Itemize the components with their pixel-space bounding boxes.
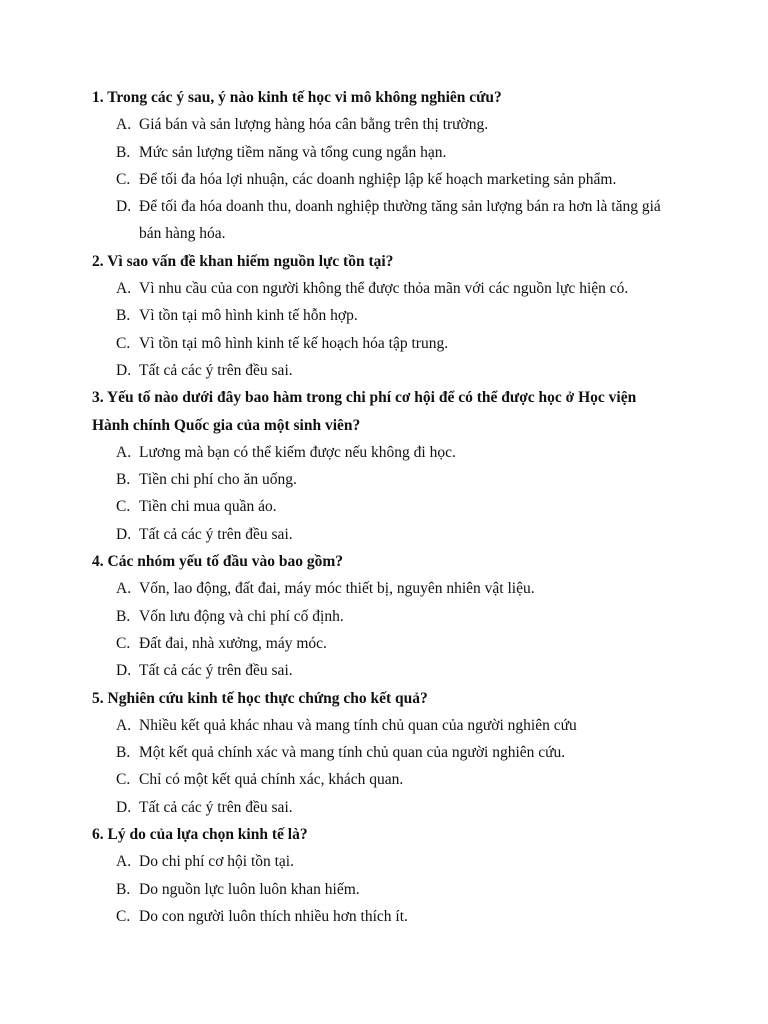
option-text: Tất cả các ý trên đều sai. xyxy=(139,798,293,816)
question-stem: 2. Vì sao vấn đề khan hiếm nguồn lực tồn tại? xyxy=(92,252,394,270)
option-letter: C. xyxy=(116,498,131,516)
option-text: Do nguồn lực luôn luôn khan hiếm. xyxy=(139,880,360,898)
option-letter: C. xyxy=(116,170,131,188)
answer-option-c xyxy=(116,630,676,657)
answer-option-d xyxy=(116,521,676,548)
option-text: Vì tồn tại mô hình kinh tế hỗn hợp. xyxy=(139,307,358,325)
answer-option-a xyxy=(116,275,676,302)
option-letter: B. xyxy=(116,471,131,489)
option-text: Tất cả các ý trên đều sai. xyxy=(139,525,293,543)
answer-option-b xyxy=(116,302,676,329)
question-3 xyxy=(0,384,768,548)
question-stem: 3. Yếu tố nào dưới đây bao hàm trong chi phí cơ hội để có thể được học ở Học viện Hành chính Quốc gia của một sinh viên? xyxy=(92,389,637,434)
answer-option-d xyxy=(116,193,676,248)
option-letter: A. xyxy=(116,116,132,134)
option-text: Chỉ có một kết quả chính xác, khách quan. xyxy=(139,771,404,789)
option-letter: B. xyxy=(116,744,131,762)
answer-option-b xyxy=(116,466,676,493)
option-letter: A. xyxy=(116,853,132,871)
answer-option-d xyxy=(116,794,676,821)
question-stem: 6. Lý do của lựa chọn kinh tế là? xyxy=(92,826,308,844)
option-letter: D. xyxy=(116,361,132,379)
option-text: Để tối đa hóa doanh thu, doanh nghiệp thường tăng sản lượng bán ra hơn là tăng giá bán hàng hóa. xyxy=(139,198,661,243)
answer-option-a xyxy=(116,111,676,138)
option-text: Vốn lưu động và chi phí cố định. xyxy=(139,607,344,625)
option-letter: A. xyxy=(116,280,132,298)
answer-option-a xyxy=(116,848,676,875)
answer-option-d xyxy=(116,657,676,684)
option-letter: C. xyxy=(116,771,131,789)
question-1 xyxy=(0,84,768,248)
answer-option-b xyxy=(116,876,676,903)
question-stem: 4. Các nhóm yếu tố đầu vào bao gồm? xyxy=(92,553,344,571)
option-letter: B. xyxy=(116,607,131,625)
option-text: Vì tồn tại mô hình kinh tế kế hoạch hóa tập trung. xyxy=(139,334,449,352)
option-text: Đất đai, nhà xưởng, máy móc. xyxy=(139,634,327,652)
option-letter: C. xyxy=(116,907,131,925)
answer-option-c xyxy=(116,493,676,520)
option-letter: A. xyxy=(116,443,132,461)
question-4 xyxy=(0,548,768,684)
option-letter: B. xyxy=(116,880,131,898)
option-text: Tất cả các ý trên đều sai. xyxy=(139,662,293,680)
option-text: Do chi phí cơ hội tồn tại. xyxy=(139,853,294,871)
option-text: Tất cả các ý trên đều sai. xyxy=(139,361,293,379)
option-text: Một kết quả chính xác và mang tính chủ quan của người nghiên cứu. xyxy=(139,744,566,762)
option-letter: C. xyxy=(116,634,131,652)
option-text: Mức sản lượng tiềm năng và tổng cung ngắn hạn. xyxy=(139,143,447,161)
option-letter: D. xyxy=(116,525,132,543)
option-letter: A. xyxy=(116,580,132,598)
answer-option-d xyxy=(116,357,676,384)
option-letter: D. xyxy=(116,198,132,216)
option-letter: A. xyxy=(116,716,132,734)
option-text: Nhiều kết quả khác nhau và mang tính chủ quan của người nghiên cứu xyxy=(139,716,577,734)
answer-option-b xyxy=(116,739,676,766)
question-stem: 5. Nghiên cứu kinh tế học thực chứng cho kết quả? xyxy=(92,689,428,707)
answer-option-c xyxy=(116,330,676,357)
option-text: Lương mà bạn có thể kiếm được nếu không đi học. xyxy=(139,443,456,461)
option-text: Tiền chi mua quần áo. xyxy=(139,498,277,516)
option-text: Để tối đa hóa lợi nhuận, các doanh nghiệp lập kế hoạch marketing sản phẩm. xyxy=(139,170,617,188)
option-text: Vốn, lao động, đất đai, máy móc thiết bị, nguyên nhiên vật liệu. xyxy=(139,580,535,598)
option-text: Vì nhu cầu của con người không thể được thỏa mãn với các nguồn lực hiện có. xyxy=(139,280,629,298)
option-letter: B. xyxy=(116,307,131,325)
option-letter: D. xyxy=(116,662,132,680)
option-letter: D. xyxy=(116,798,132,816)
option-text: Do con người luôn thích nhiều hơn thích ít. xyxy=(139,907,408,925)
question-2 xyxy=(0,248,768,384)
option-text: Giá bán và sản lượng hàng hóa cân bằng trên thị trường. xyxy=(139,116,489,134)
answer-option-a xyxy=(116,575,676,602)
question-stem: 1. Trong các ý sau, ý nào kinh tế học vi mô không nghiên cứu? xyxy=(92,89,502,106)
question-6 xyxy=(0,821,768,930)
answer-option-c xyxy=(116,166,676,193)
question-5 xyxy=(0,685,768,821)
answer-option-a xyxy=(116,439,676,466)
answer-option-b xyxy=(116,139,676,166)
answer-option-c xyxy=(116,903,676,930)
answer-option-c xyxy=(116,766,676,793)
answer-option-a xyxy=(116,712,676,739)
option-text: Tiền chi phí cho ăn uống. xyxy=(139,471,297,489)
answer-option-b xyxy=(116,603,676,630)
option-letter: B. xyxy=(116,143,131,161)
option-letter: C. xyxy=(116,334,131,352)
question-document xyxy=(0,84,768,930)
